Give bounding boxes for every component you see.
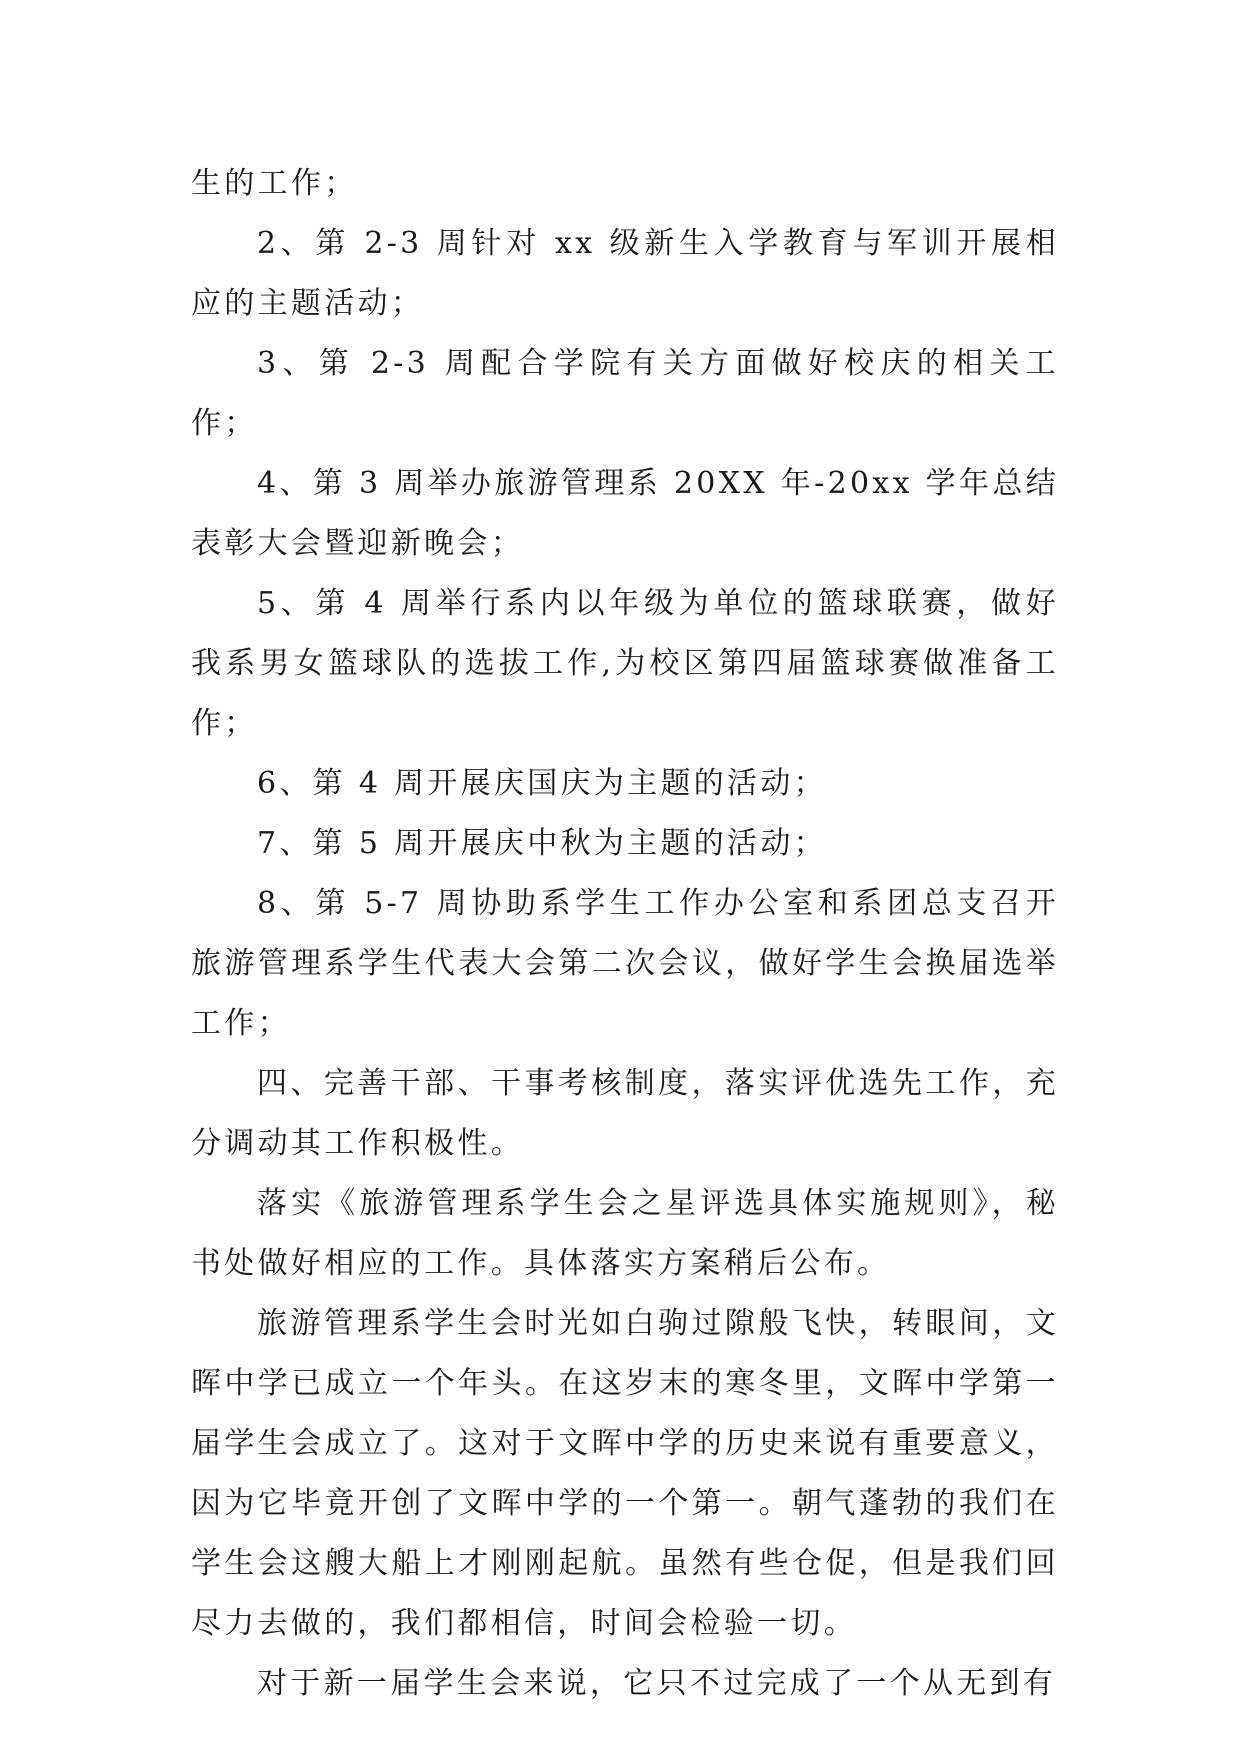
paragraph-item-4: 4、第 3 周举办旅游管理系 20XX 年-20xx 学年总结表彰大会暨迎新晚会； (191, 466, 1059, 561)
paragraph-item-5: 5、第 4 周举行系内以年级为单位的篮球联赛，做好我系男女篮球队的选拔工作,为校区第四届篮球赛做准备工作； (191, 586, 1059, 741)
paragraph-section-4: 四、完善干部、干事考核制度，落实评优选先工作，充分调动其工作积极性。 (191, 1066, 1059, 1161)
paragraph-item-7: 7、第 5 周开展庆中秋为主题的活动； (257, 826, 827, 861)
paragraph-item-8: 8、第 5-7 周协助系学生工作办公室和系团总支召开旅游管理系学生代表大会第二次会议，做好学生会换届选举工作； (191, 886, 1059, 1041)
paragraph-continuation: 生的工作； (191, 166, 358, 201)
paragraph-item-2: 2、第 2-3 周针对 xx 级新生入学教育与军训开展相应的主题活动； (191, 226, 1059, 321)
paragraph-item-6: 6、第 4 周开展庆国庆为主题的活动； (257, 766, 827, 801)
paragraph-reflection: 旅游管理系学生会时光如白驹过隙般飞快，转眼间，文晖中学已成立一个年头。在这岁末的寒冬里，文晖中学第一届学生会成立了。这对于文晖中学的历史来说有重要意义，因为它毕竟开创了文晖中学的一个第一。朝气蓬勃的我们在学生会这艘大船上才刚刚起航。虽然有些仓促，但是我们回尽力去做的，我们都相信，时间会检验一切。 (191, 1306, 1059, 1641)
paragraph-closing: 对于新一届学生会来说，它只不过完成了一个从无到有 (257, 1666, 1057, 1701)
paragraph-implementation: 落实《旅游管理系学生会之星评选具体实施规则》，秘书处做好相应的工作。具体落实方案稍后公布。 (191, 1186, 1059, 1281)
paragraph-item-3: 3、第 2-3 周配合学院有关方面做好校庆的相关工作； (191, 346, 1059, 441)
document-body (191, 154, 1059, 1714)
